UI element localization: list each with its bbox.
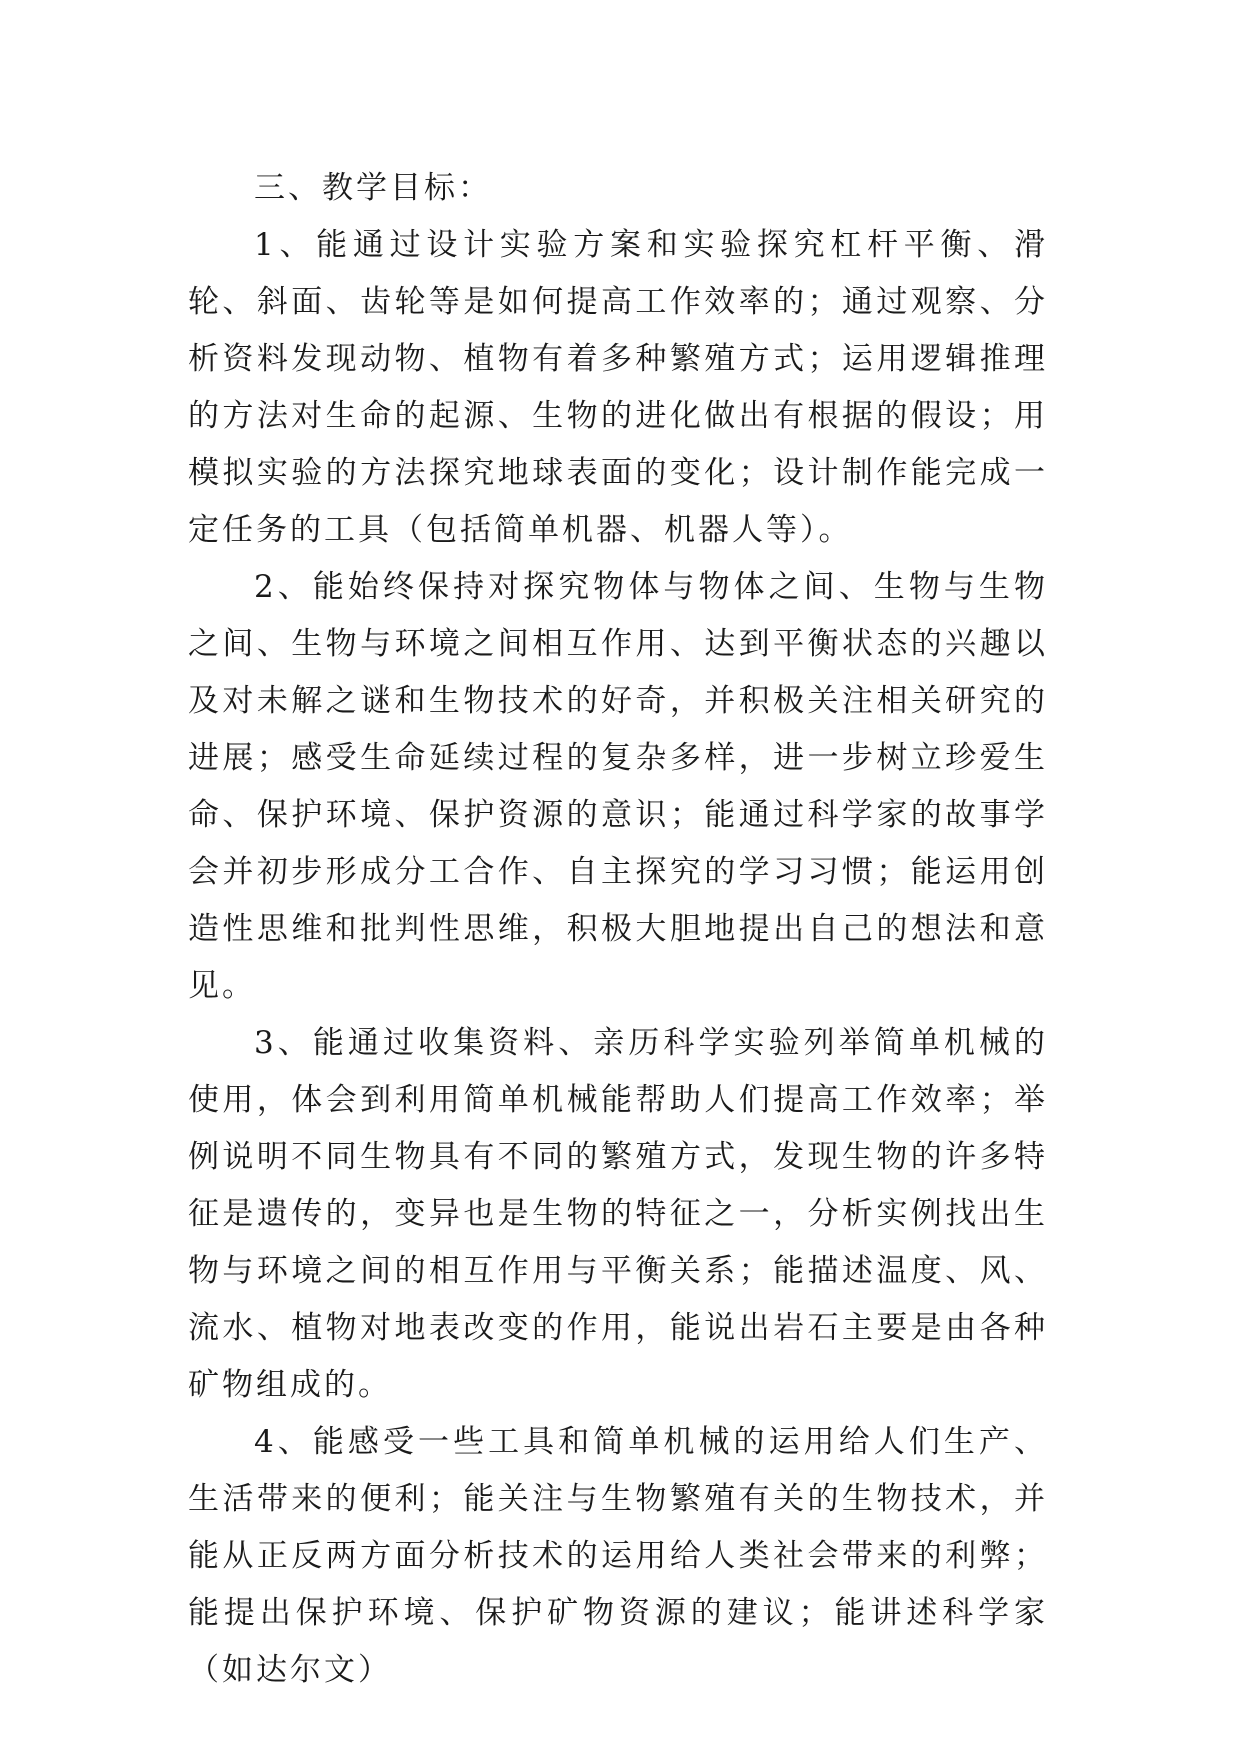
objective-paragraph-1: 1、能通过设计实验方案和实验探究杠杆平衡、滑轮、斜面、齿轮等是如何提高工作效率的；通过观察、分析资料发现动物、植物有着多种繁殖方式；运用逻辑推理的方法对生命的起源、生物的进化做出有根据的假设；用模拟实验的方法探究地球表面的变化；设计制作能完成一定任务的工具（包括简单机器、机器人等）。 bbox=[188, 227, 1048, 548]
document-body bbox=[188, 160, 1048, 1699]
section-heading: 三、教学目标： bbox=[254, 170, 492, 206]
objective-paragraph-3: 3、能通过收集资料、亲历科学实验列举简单机械的使用，体会到利用简单机械能帮助人们提高工作效率；举例说明不同生物具有不同的繁殖方式，发现生物的许多特征是遗传的，变异也是生物的特征之一，分析实例找出生物与环境之间的相互作用与平衡关系；能描述温度、风、流水、植物对地表改变的作用，能说出岩石主要是由各种矿物组成的。 bbox=[188, 1025, 1048, 1403]
objective-paragraph-2: 2、能始终保持对探究物体与物体之间、生物与生物之间、生物与环境之间相互作用、达到平衡状态的兴趣以及对未解之谜和生物技术的好奇，并积极关注相关研究的进展；感受生命延续过程的复杂多样，进一步树立珍爱生命、保护环境、保护资源的意识；能通过科学家的故事学会并初步形成分工合作、自主探究的学习习惯；能运用创造性思维和批判性思维，积极大胆地提出自己的想法和意见。 bbox=[188, 569, 1048, 1004]
objective-paragraph-4: 4、能感受一些工具和简单机械的运用给人们生产、生活带来的便利；能关注与生物繁殖有关的生物技术，并能从正反两方面分析技术的运用给人类社会带来的利弊；能提出保护环境、保护矿物资源的建议；能讲述科学家（如达尔文） bbox=[188, 1424, 1048, 1688]
